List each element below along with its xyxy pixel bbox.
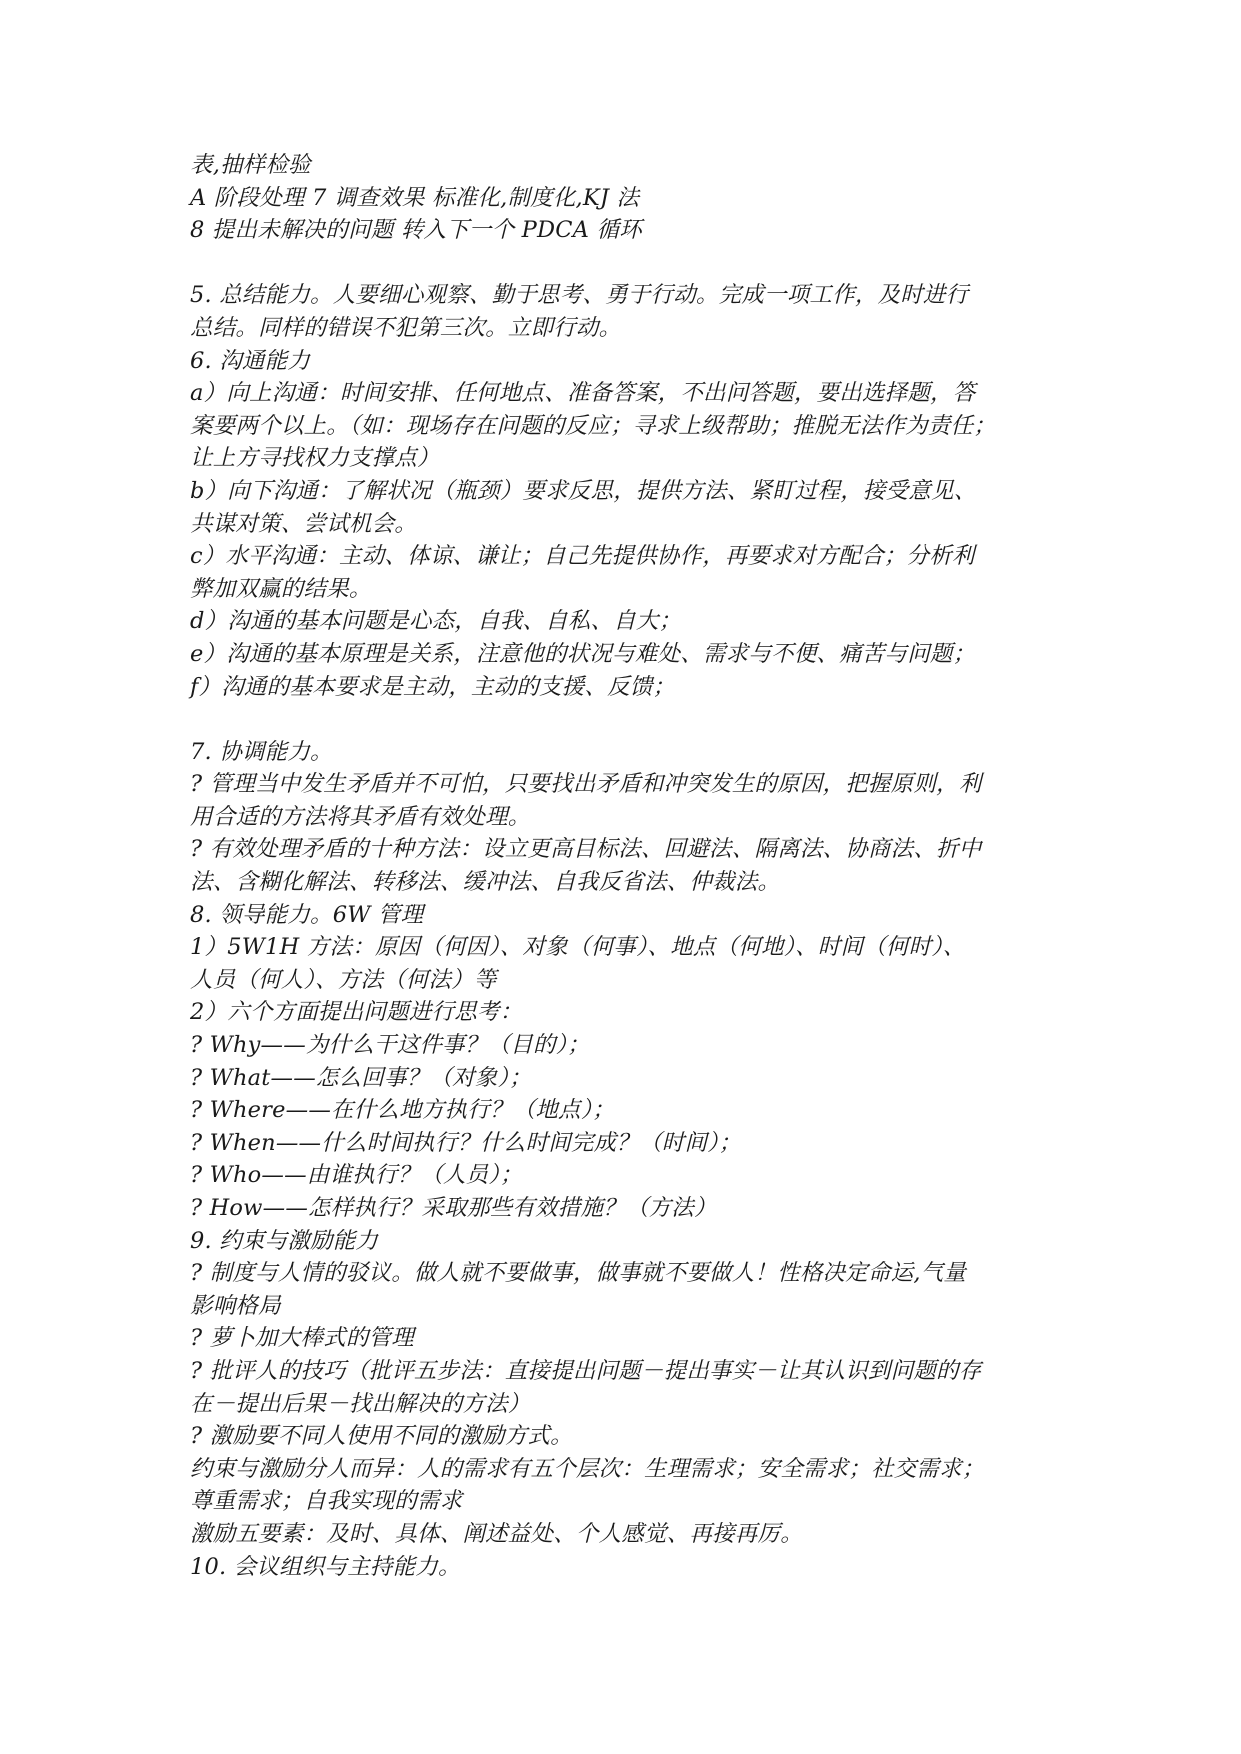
text-line: f）沟通的基本要求是主动，主动的支援、反馈； [190, 673, 676, 700]
text-line: c）水平沟通：主动、体谅、谦让；自己先提供协作，再要求对方配合；分析利 [190, 543, 975, 570]
text-line: ? 批评人的技巧（批评五步法：直接提出问题－提出事实－让其认识到问题的存 [190, 1357, 982, 1384]
text-line: 8 提出未解决的问题 转入下一个 PDCA 循环 [190, 217, 642, 244]
section-heading: 7. 协调能力。 [190, 738, 333, 765]
blank-line [190, 247, 1070, 280]
document-body [190, 149, 1070, 1583]
text-line: 让上方寻找权力支撑点） [190, 445, 440, 472]
text-line: 5. 总结能力。人要细心观察、勤于思考、勇于行动。完成一项工作，及时进行 [190, 282, 969, 309]
text-line: 总结。同样的错误不犯第三次。立即行动。 [190, 314, 622, 341]
section-heading: 9. 约束与激励能力 [190, 1227, 379, 1254]
text-line: 1）5W1H 方法：原因（何因）、对象（何事）、地点（何地）、时间（何时）、 [190, 934, 966, 961]
text-line: 人员（何人）、方法（何法）等 [190, 966, 497, 993]
section-heading: 8. 领导能力。6W 管理 [190, 901, 424, 928]
text-line: ? Where——在什么地方执行？（地点）； [190, 1097, 615, 1124]
text-line: ? When——什么时间执行？什么时间完成？（时间）； [190, 1129, 742, 1156]
text-line: 表,抽样检验 [190, 152, 311, 178]
text-line: 案要两个以上。（如：现场存在问题的反应；寻求上级帮助；推脱无法作为责任； [190, 412, 996, 439]
text-line: 用合适的方法将其矛盾有效处理。 [190, 803, 531, 830]
section-heading: 10. 会议组织与主持能力。 [190, 1553, 461, 1580]
text-line: ? Why——为什么干这件事？（目的）； [190, 1032, 590, 1059]
text-line: 共谋对策、尝试机会。 [190, 510, 418, 537]
text-line: A 阶段处理 7 调查效果 标准化,制度化,KJ 法 [190, 184, 640, 211]
text-line: 在－提出后果－找出解决的方法） [190, 1390, 531, 1417]
text-line: ? 萝卜加大棒式的管理 [190, 1325, 414, 1352]
text-line: 2）六个方面提出问题进行思考： [190, 999, 523, 1026]
text-line: d）沟通的基本问题是心态，自我、自私、自大； [190, 608, 682, 635]
text-line: e）沟通的基本原理是关系，注意他的状况与难处、需求与不便、痛苦与问题； [190, 640, 976, 667]
text-line: ? 管理当中发生矛盾并不可怕，只要找出矛盾和冲突发生的原因，把握原则，利 [190, 771, 982, 798]
text-line: b）向下沟通：了解状况（瓶颈）要求反思，提供方法、紧盯过程，接受意见、 [190, 477, 977, 504]
section-heading: 6. 沟通能力 [190, 347, 311, 374]
text-line: ? 激励要不同人使用不同的激励方式。 [190, 1423, 573, 1450]
text-line: 影响格局 [190, 1292, 281, 1319]
text-line: ? 制度与人情的驳议。做人就不要做事，做事就不要做人！性格决定命运,气量 [190, 1260, 967, 1287]
text-line: a）向上沟通：时间安排、任何地点、准备答案，不出问答题，要出选择题，答 [190, 380, 976, 407]
text-line: ? What——怎么回事？（对象）； [190, 1064, 532, 1091]
text-line: ? How——怎样执行？采取那些有效措施？（方法） [190, 1195, 717, 1221]
text-line: 尊重需求；自我实现的需求 [190, 1488, 463, 1515]
blank-line [190, 703, 1070, 736]
text-line: ? Who——由谁执行？（人员）； [190, 1162, 523, 1189]
text-line: 弊加双赢的结果。 [190, 575, 372, 602]
text-line: ? 有效处理矛盾的十种方法：设立更高目标法、回避法、隔离法、协商法、折中 [190, 836, 982, 863]
text-line: 法、含糊化解法、转移法、缓冲法、自我反省法、仲裁法。 [190, 869, 781, 896]
text-line: 约束与激励分人而异：人的需求有五个层次：生理需求；安全需求；社交需求； [190, 1455, 985, 1482]
text-line: 激励五要素：及时、具体、阐述益处、个人感觉、再接再厉。 [190, 1520, 803, 1547]
